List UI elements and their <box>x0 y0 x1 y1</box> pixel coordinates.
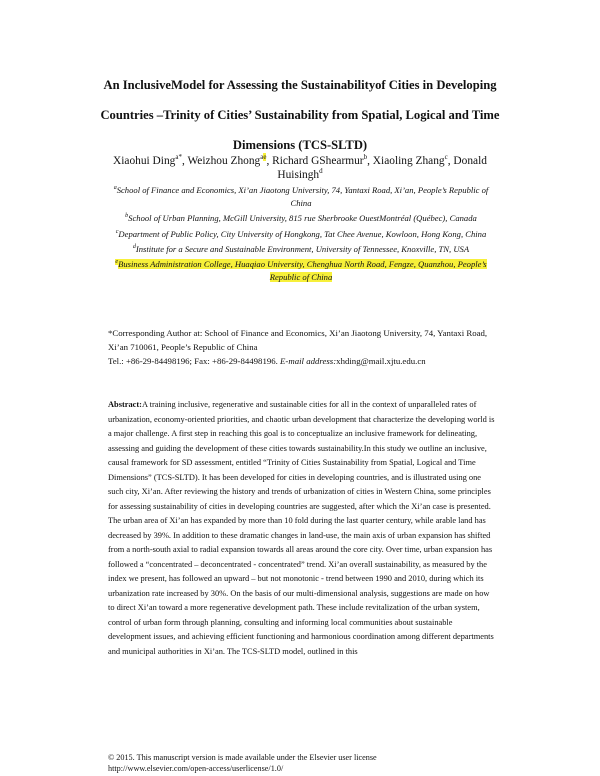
affiliation-d: $^d$Institute for a Secure and Sustainable Environment, University of Tennessee, Knoxville, TN, USA <box>132 243 470 254</box>
author-2: Weizhou Zhong$^{ae}$, <box>187 153 273 167</box>
author-4: Xiaoling Zhang$^c$, <box>372 153 454 167</box>
affiliation-b: $^b$School of Urban Planning, McGill University, 815 rue Sherbrooke OuestMontréal (Québec), Canada <box>125 213 477 224</box>
corresponding-address: *Corresponding Author at: School of Finance and Economics, Xi’an Jiaotong University, 74, Yantaxi Road, Xi’an 710061, People’s Republic of China <box>108 328 488 352</box>
author-1: Xiaohui Ding$^{a*}$, <box>113 153 188 167</box>
affiliation-c: $^c$Department of Public Policy, City University of Hongkong, Tat Chee Avenue, Kowloon, Hong Kong, China <box>115 228 487 239</box>
author-3: Richard GShearmur$^b$, <box>272 153 373 167</box>
author-list <box>95 154 505 182</box>
abstract <box>108 398 496 659</box>
author-5: Donald Huisingh$^d$ <box>277 155 487 181</box>
paper-title: An InclusiveModel for Assessing the Sustainabilityof Cities in Developing Countries –Trinity of Cities’ Sustainability from Spatial, Logical and Time Dimensions (TCS-SLTD) <box>100 78 500 152</box>
affiliation-e-highlighted: $^e$Business Administration College, Huaqiao University, Chenghua North Road, Fengze, Quanzhou, People’s Republic of China <box>115 259 487 283</box>
contact-line: Tel.: +86-29-84498196; Fax: +86-29-84498196. E-mail address:xhding@mail.xjtu.edu.cn <box>108 356 426 366</box>
license-text: © 2015. This manuscript version is made available under the Elsevier user license <box>108 753 377 762</box>
abstract-text: A training inclusive, regenerative and sustainable cities for all in the context of unparalleled rates of urbanization, economy-oriented priorities, and chaotic urban development that characterize the developing world is a major challenge. A first step in reaching this goal is to conceptualize an inclusive framework for delineating, assessing and guiding the development of these cities towards sustainability.In this study we outline an inclusive, causal framework for SD assessment, entitled “Trinity of Cities Sustainability from Spatial, Logical and Time Dimensions” (TCS-SLTD). It has been developed for cities in developing countries, and is illustrated using one such city, Xi’an. After reviewing the history and trends of urbanization of cities in Western China, some principles for assessing sustainability of cities in developing countries are suggested, after which the Xi’an case is presented. The urban area of Xi’an has expanded by more than 10 fold during the last quarter century, while arable land has decreased by 39%. In addition to these dramatic changes in land-use, the main axis of urban expansion has shifted from a north-south axial to radial expansion towards all areas around the core city. Over time, urban expansion has followed a “concentrated – deconcentrated - concentrated” trend. Xi’an overall sustainability, as measured by the index we present, has followed an upward – but not monotonic - trend between 1990 and 2010, during which its urbanization rate increased by 30%. On the basis of our multi-dimensional analysis, suggestions are made on how to direct Xi’an toward a more regenerative development path. These include revitalization of the urban system, control of urban form through planning, consulting and informing local communities about sustainable development issues, and achieving efficient functioning and harmonious coordination among different departments and municipal authorities in Xi’an. The TCS-SLTD model, outlined in this <box>108 400 495 656</box>
highlighted-affiliation-mark: e <box>263 153 267 162</box>
license-url: http://www.elsevier.com/open-access/userlicense/1.0/ <box>108 764 284 773</box>
license-footer <box>108 752 508 774</box>
corresponding-author-block <box>108 326 500 368</box>
abstract-label: Abstract: <box>108 400 142 409</box>
affiliation-a: $^a$School of Finance and Economics, Xi’an Jiaotong University, 74, Yantaxi Road, Xi’an, People’s Republic of China <box>113 185 489 209</box>
email-address: xhding@mail.xjtu.edu.cn <box>336 356 426 366</box>
affiliation-list <box>105 184 497 286</box>
